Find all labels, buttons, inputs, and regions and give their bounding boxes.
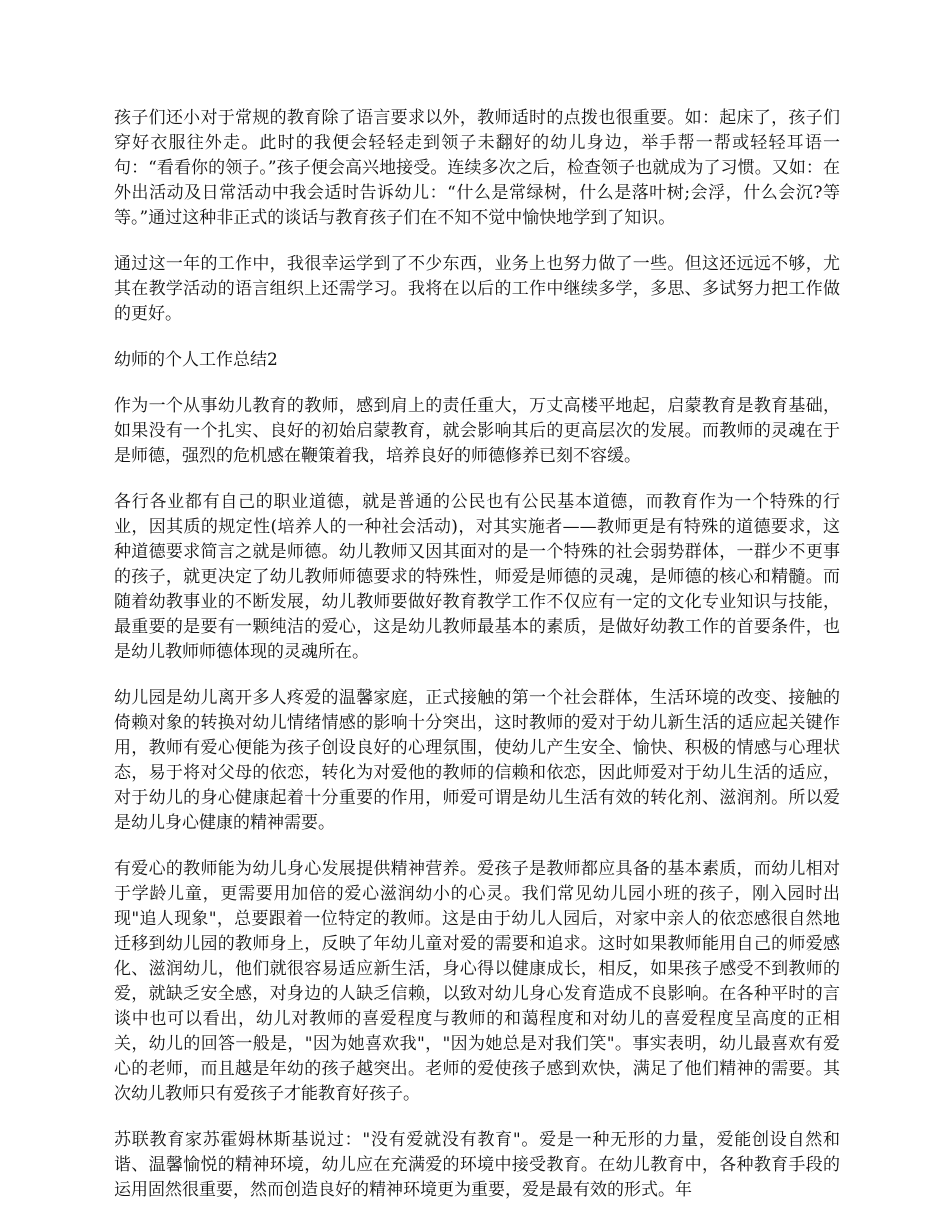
paragraph-sukhomlinsky-quote: 苏联教育家苏霍姆林斯基说过："没有爱就没有教育"。爱是一种无形的力量，爱能创设自然和谐、温馨愉悦的精神环境，幼儿应在充满爱的环境中接受教育。在幼儿教育中，各种教育手段的运用固然很重要，然而创造良好的精神环境更为重要，爱是最有效的形式。年 — [114, 1130, 840, 1200]
paragraph-loving-teacher: 有爱心的教师能为幼儿身心发展提供精神营养。爱孩子是教师都应具备的基本素质，而幼儿相对于学龄儿童，更需要用加倍的爱心滋润幼小的心灵。我们常见幼儿园小班的孩子，刚入园时出现"追人现象"，总要跟着一位特定的教师。这是由于幼儿人园后，对家中亲人的依恋感很自然地迁移到幼儿园的教师身上，反映了年幼儿童对爱的需要和追求。这时如果教师能用自己的师爱感化、滋润幼儿，他们就很容易适应新生活，身心得以健康成长，相反，如果孩子感受不到教师的爱，就缺乏安全感，对身边的人缺乏信赖，以致对幼儿身心发育造成不良影响。在各种平时的言谈中也可以看出，幼儿对教师的喜爱程度与教师的和蔼程度和对幼儿的喜爱程度呈高度的正相关，幼儿的回答一般是，"因为她喜欢我"，"因为她总是对我们笑"。事实表明，幼儿最喜欢有爱心的老师，而且越是年幼的孩子越突出。老师的爱使孩子感到欢快，满足了他们精神的需要。其次幼儿教师只有爱孩子才能教育好孩子。 — [114, 859, 840, 1104]
document-body — [114, 106, 840, 1224]
paragraph-kindergarten-adaptation: 幼儿园是幼儿离开多人疼爱的温馨家庭，正式接触的第一个社会群体，生活环境的改变、接触的倚赖对象的转换对幼儿情绪情感的影响十分突出，这时教师的爱对于幼儿新生活的适应起关键作用，教师有爱心便能为孩子创设良好的心理氛围，使幼儿产生安全、愉快、积极的情感与心理状态，易于将对父母的依恋，转化为对爱他的教师的信赖和依恋，因此师爱对于幼儿生活的适应，对于幼儿的身心健康起着十分重要的作用，师爱可谓是幼儿生活有效的转化剂、滋润剂。所以爱是幼儿身心健康的精神需要。 — [114, 688, 840, 833]
paragraph-teacher-responsibility: 作为一个从事幼儿教育的教师，感到肩上的责任重大，万丈高楼平地起，启蒙教育是教育基础，如果没有一个扎实、良好的初始启蒙教育，就会影响其后的更高层次的发展。而教师的灵魂在于是师德，强烈的危机感在鞭策着我，培养良好的师德修养已刻不容缓。 — [114, 396, 840, 466]
paragraph-year-reflection: 通过这一年的工作中，我很幸运学到了不少东西，业务上也努力做了一些。但这还远远不够，尤其在教学活动的语言组织上还需学习。我将在以后的工作中继续多学，多思、多试努力把工作做的更好。 — [114, 254, 840, 324]
paragraph-routine-education: 孩子们还小对于常规的教育除了语言要求以外，教师适时的点拨也很重要。如：起床了，孩子们穿好衣服往外走。此时的我便会轻轻走到领子未翻好的幼儿身边，举手帮一帮或轻轻耳语一句：“看看你的领子。”孩子便会高兴地接受。连续多次之后，检查领子也就成为了习惯。又如：在外出活动及日常活动中我会适时告诉幼儿：“什么是常绿树，什么是落叶树;会浮，什么会沉?等等。”通过这种非正式的谈话与教育孩子们在不知不觉中愉快地学到了知识。 — [114, 108, 840, 228]
section-title: 幼师的个人工作总结2 — [114, 350, 278, 370]
paragraph-professional-ethics: 各行各业都有自己的职业道德，就是普通的公民也有公民基本道德，而教育作为一个特殊的行业，因其质的规定性(培养人的一种社会活动)，对其实施者——教师更是有特殊的道德要求，这种道德要求简言之就是师德。幼儿教师又因其面对的是一个特殊的社会弱势群体，一群少不更事的孩子，就更决定了幼儿教师师德要求的特殊性，师爱是师德的灵魂，是师德的核心和精髓。而随着幼教事业的不断发展，幼儿教师要做好教育教学工作不仅应有一定的文化专业知识与技能，最重要的是要有一颗纯洁的爱心，这是幼儿教师最基本的素质，是做好幼教工作的首要条件，也是幼儿教师师德体现的灵魂所在。 — [114, 492, 840, 662]
